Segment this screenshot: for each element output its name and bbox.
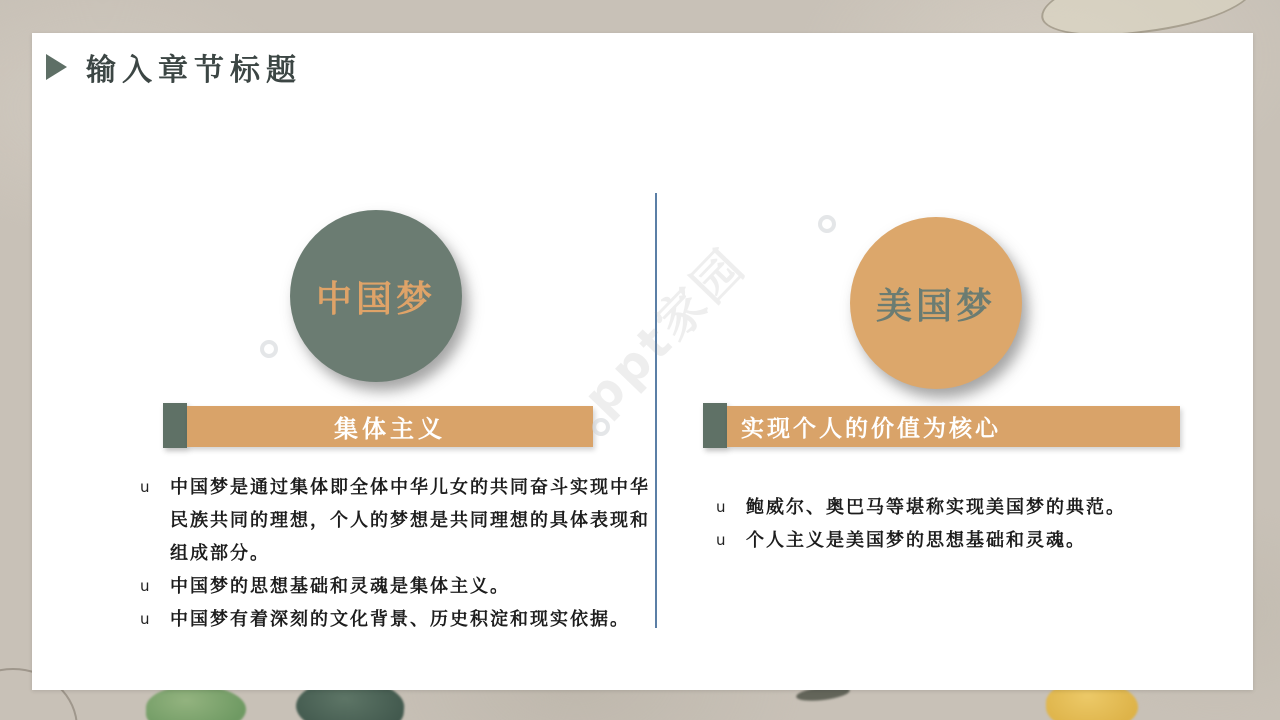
bullet-marker: u: [140, 577, 150, 595]
slide-title: 输入章节标题: [86, 53, 302, 88]
bullet-text: 中国梦是通过集体即全体中华儿女的共同奋斗实现中华民族共同的理想，个人的梦想是共同理想的具体表现和组成部分。: [170, 477, 650, 564]
list-item: [712, 524, 1192, 557]
watermark-dot-icon: [592, 418, 610, 436]
watermark-dot-icon: [260, 340, 278, 358]
american-dream-circle: [850, 217, 1022, 389]
american-dream-label: 美国梦: [875, 285, 996, 327]
bullet-marker: u: [716, 498, 726, 516]
left-banner-label: 集体主义: [334, 415, 446, 443]
bullet-text: 个人主义是美国梦的思想基础和灵魂。: [746, 530, 1086, 551]
title-triangle-icon: [46, 54, 67, 80]
right-banner-tab: [703, 403, 727, 448]
left-banner-tab: [163, 403, 187, 448]
watermark-dot-icon: [818, 215, 836, 233]
china-dream-circle: [290, 210, 462, 382]
bullet-marker: u: [716, 531, 726, 549]
bullet-text: 中国梦的思想基础和灵魂是集体主义。: [170, 576, 510, 597]
right-banner: [727, 406, 1180, 447]
left-bullet-list: [136, 471, 664, 636]
right-banner-label: 实现个人的价值为核心: [741, 416, 1001, 442]
right-bullet-list: [712, 491, 1192, 557]
left-banner: [187, 406, 593, 447]
bullet-text: 鲍威尔、奥巴马等堪称实现美国梦的典范。: [746, 497, 1126, 518]
bullet-text: 中国梦有着深刻的文化背景、历史积淀和现实依据。: [170, 609, 630, 630]
list-item: [136, 570, 664, 603]
list-item: [136, 471, 664, 570]
slide-canvas: [32, 33, 1253, 690]
list-item: [136, 603, 664, 636]
china-dream-label: 中国梦: [315, 278, 436, 320]
green-leaf-decoration: [146, 686, 246, 720]
bullet-marker: u: [140, 610, 150, 628]
site-watermark: ppt家园: [572, 237, 758, 426]
bullet-marker: u: [140, 478, 150, 496]
list-item: [712, 491, 1192, 524]
